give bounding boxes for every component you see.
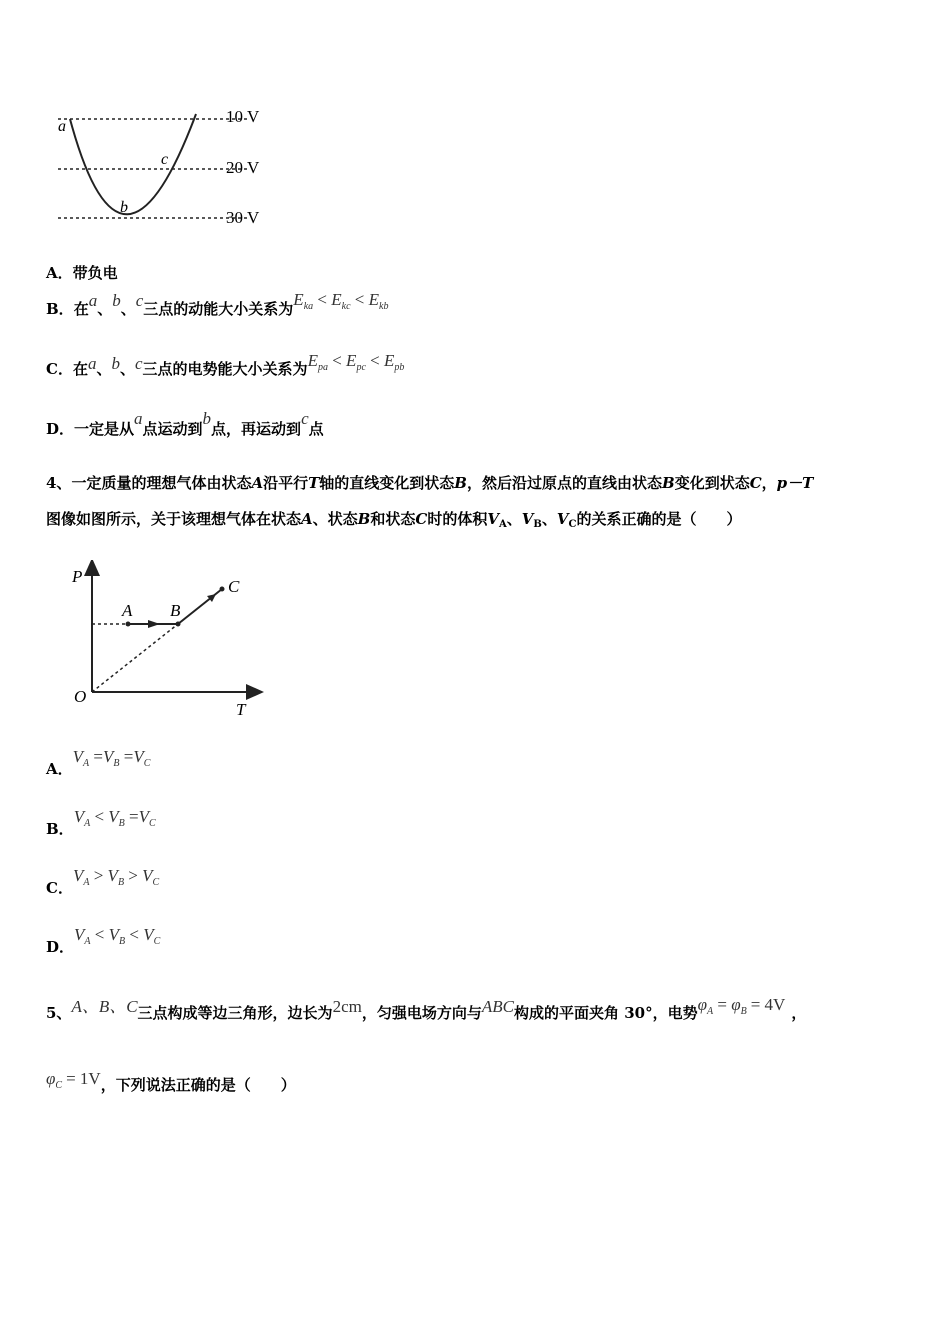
volume-relation: $V_A > V_B > V_C$ [72, 866, 160, 888]
potential-c-formula: $\varphi_C = 1V$ [46, 1069, 101, 1091]
var-c: c [135, 354, 143, 373]
dashed-origin-to-b [92, 624, 178, 692]
q4-option-b[interactable] [46, 807, 156, 841]
option-text: 在 [72, 360, 88, 378]
point-a-label: A [122, 601, 133, 620]
option-letter: B． [46, 300, 74, 318]
trajectory-curve [70, 114, 196, 214]
q4-option-a[interactable] [46, 747, 151, 781]
var-c: c [135, 291, 144, 310]
q5-stem-line1: 5、A、B、C三点构成等边三角形，边长为2cm，匀强电场方向与ABC构成的平面夹角 30°，电势$\varphi_A = \varphi_B = 4V$ ， [46, 995, 807, 1022]
option-text: 在 [73, 300, 89, 318]
option-letter: C． [46, 879, 73, 897]
q3-option-a[interactable] [46, 262, 118, 283]
origin-label: O [74, 687, 87, 706]
separator: 、 [119, 360, 135, 378]
voltage-label-10v: 10 V [226, 107, 260, 126]
option-text: 三点的电势能大小关系为 [142, 360, 308, 378]
question-number: 5、 [46, 1004, 72, 1022]
q3-option-d[interactable] [46, 409, 324, 439]
volume-relation: $V_A =V_B =V_C$ [72, 747, 151, 769]
option-letter: D． [46, 420, 75, 438]
trajectory-figure [50, 98, 290, 233]
point-b-label: b [120, 199, 128, 216]
t-axis-label: T [236, 700, 246, 719]
volume-relation: $V_A < V_B < V_C$ [74, 925, 161, 947]
var-b: b [202, 409, 212, 428]
option-text: 点，再运动到 [211, 420, 302, 438]
point-a-label: a [58, 118, 66, 135]
q3-option-b[interactable] [46, 290, 389, 321]
point-c-label: C [228, 577, 240, 596]
voltage-label-20v: 20 V [226, 158, 260, 177]
pt-graph [60, 560, 270, 725]
separator: 、 [97, 300, 113, 318]
option-text: 一定是从 [74, 420, 135, 438]
option-letter: A． [46, 760, 73, 778]
option-letter: C． [46, 360, 73, 378]
option-letter: D． [46, 938, 75, 956]
point-b [176, 622, 181, 627]
var-a: a [88, 291, 98, 310]
q4-stem-line2: 图像如图所示，关于该理想气体在状态A、状态B和状态C时的体积$V_A$、$V_B$、$V_C$的关系正确的是（ ） [46, 510, 742, 530]
q4-option-c[interactable] [46, 866, 160, 900]
separator: 、 [120, 300, 136, 318]
option-text: 带负电 [72, 264, 118, 282]
question-number: 4、 [46, 474, 72, 492]
q4-option-d[interactable] [46, 925, 161, 959]
q3-option-c[interactable] [46, 351, 405, 381]
var-a: a [87, 354, 97, 373]
point-a [126, 622, 131, 627]
var-a: a [134, 409, 143, 428]
option-letter: B． [46, 820, 74, 838]
point-b-label: B [170, 601, 181, 620]
option-letter: A． [46, 264, 73, 282]
point-c [220, 587, 225, 592]
voltage-label-30v: 30 V [226, 208, 260, 227]
var-c: c [301, 409, 309, 428]
p-axis-label: P [72, 567, 83, 586]
option-text: 点 [308, 420, 324, 438]
arrow-a-to-b [148, 620, 160, 628]
option-text: 点运动到 [142, 420, 203, 438]
var-b: b [112, 291, 121, 310]
potential-ab-formula: $\varphi_A = \varphi_B = 4V$ [697, 995, 786, 1017]
kinetic-energy-formula: $E_{ka} < E_{kc} < E_{kb}$ [293, 290, 389, 312]
q4-stem-line1: 4、一定质量的理想气体由状态A沿平行T轴的直线变化到状态B，然后沿过原点的直线由状态B变化到状态C，p－T [46, 474, 814, 492]
q5-stem-line2: $\varphi_C = 1V$，下列说法正确的是（ ） [46, 1069, 296, 1094]
separator: 、 [96, 360, 112, 378]
potential-energy-formula: $E_{pa} < E_{pc} < E_{pb}$ [307, 351, 405, 373]
var-b: b [111, 354, 120, 373]
option-text: 三点的动能大小关系为 [143, 300, 294, 318]
point-c-label: c [161, 151, 169, 168]
volume-relation: $V_A < V_B =V_C$ [73, 807, 156, 829]
